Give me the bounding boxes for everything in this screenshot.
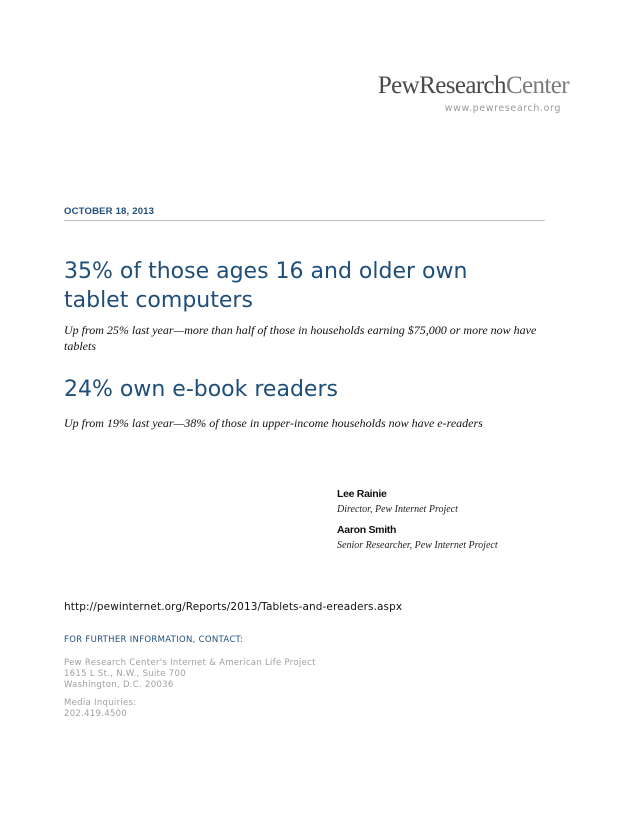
author-name: Lee Rainie xyxy=(337,488,387,500)
author-role: Director, Pew Internet Project xyxy=(337,504,458,515)
header-divider xyxy=(64,220,545,221)
media-inquiries xyxy=(64,698,136,720)
logo-text-center: Center xyxy=(505,72,569,99)
contact-address xyxy=(64,658,316,691)
media-inquiries-label: Media Inquiries: xyxy=(64,698,137,708)
report-url-link[interactable]: http://pewinternet.org/Reports/2013/Tablets-and-ereaders.aspx xyxy=(64,601,403,613)
headline-tablets: 35% of those ages 16 and older own tablet computers xyxy=(64,259,468,313)
address-line-city: Washington, D.C. 20036 xyxy=(64,680,174,690)
media-phone[interactable]: 202.419.4500 xyxy=(64,709,128,719)
pew-research-center-logo xyxy=(378,72,569,100)
logo-text-pewresearch: PewResearch xyxy=(377,72,506,99)
author-name: Aaron Smith xyxy=(337,524,397,536)
author-block-rainie xyxy=(337,488,458,515)
contact-heading: FOR FURTHER INFORMATION, CONTACT: xyxy=(64,635,244,645)
subheadline-ereaders: Up from 19% last year—38% of those in upper-income households now have e-readers xyxy=(64,416,483,430)
address-line-organization: Pew Research Center's Internet & American Life Project xyxy=(64,658,316,668)
author-block-smith xyxy=(337,524,498,551)
publication-date: OCTOBER 18, 2013 xyxy=(64,206,155,217)
author-role: Senior Researcher, Pew Internet Project xyxy=(337,540,498,551)
address-line-street: 1615 L St., N.W., Suite 700 xyxy=(64,669,186,679)
subheadline-tablets: Up from 25% last year—more than half of those in households earning $75,000 or more now have tablets xyxy=(64,323,537,353)
header-url[interactable]: www.pewresearch.org xyxy=(444,103,561,114)
headline-ereaders: 24% own e-book readers xyxy=(64,377,338,402)
